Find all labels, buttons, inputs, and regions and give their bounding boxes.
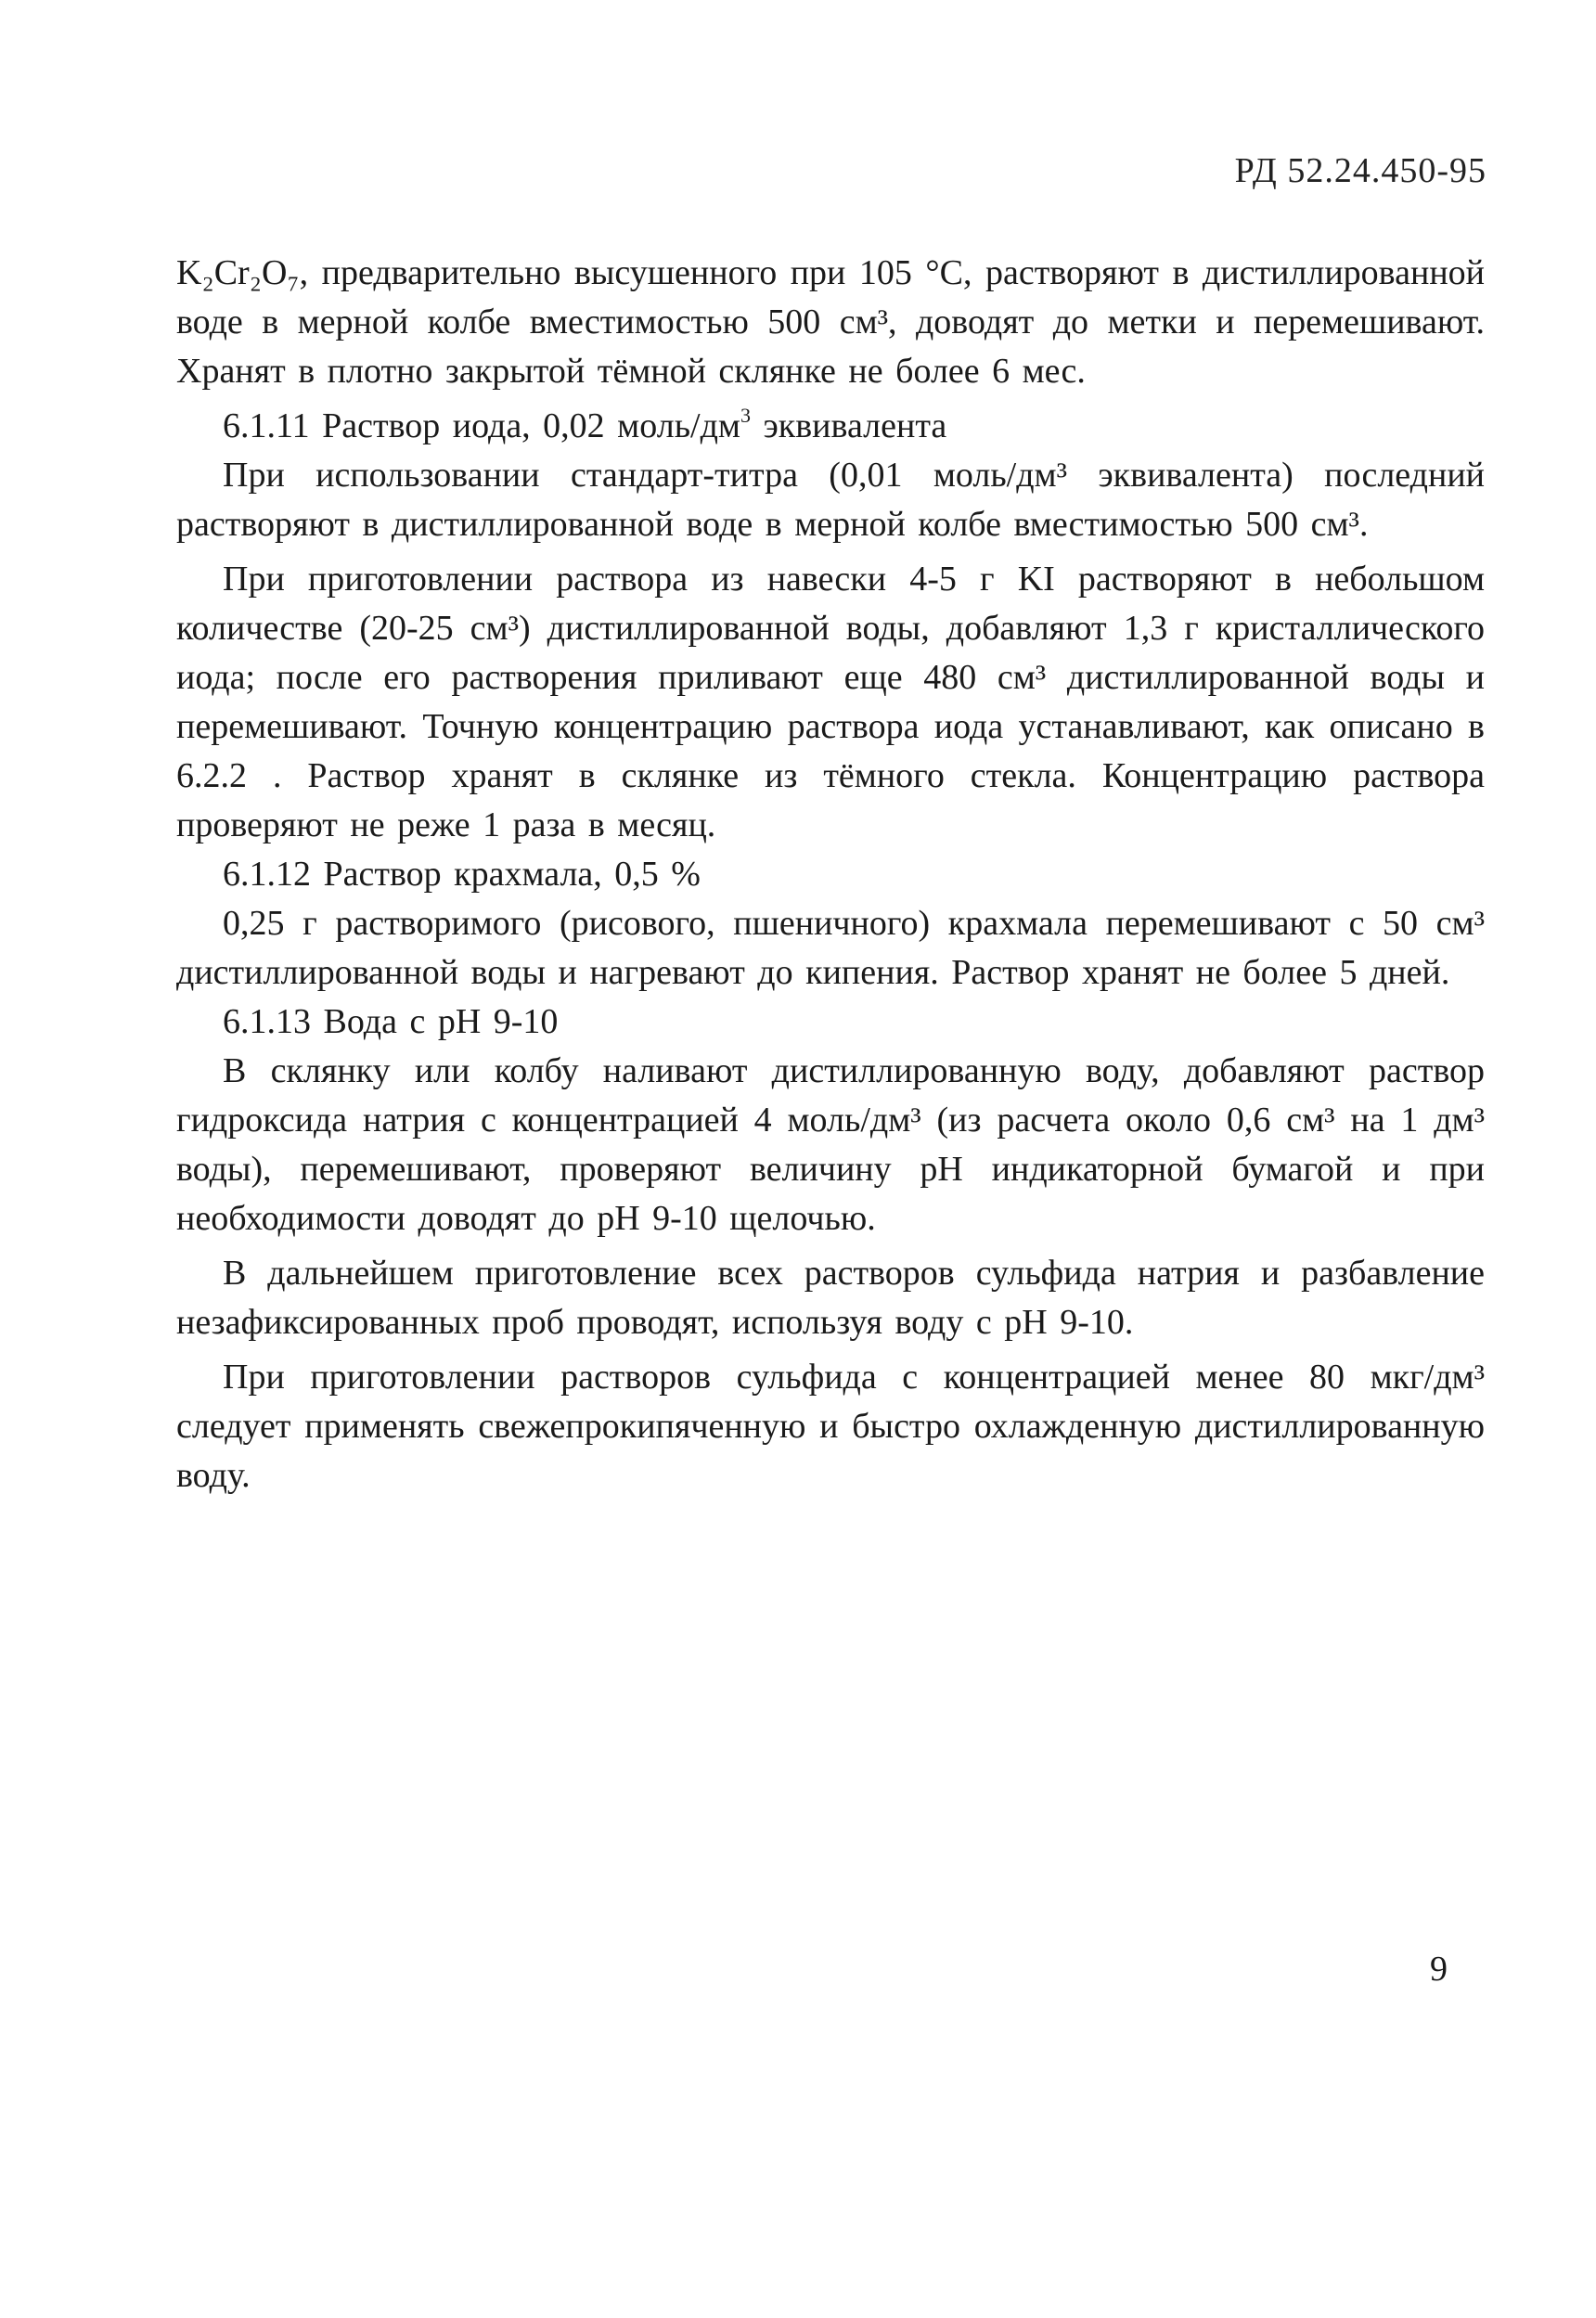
- paragraph-starch-preparation: 0,25 г растворимого (рисового, пшеничного) крахмала перемешивают с 50 см³ дистиллированной воды и нагревают до кипения. Раствор хранят не более 5 дней.: [176, 904, 1485, 992]
- superscript-cube: 3: [740, 404, 751, 427]
- paragraph-alkaline-water: В склянку или колбу наливают дистиллированную воду, добавляют раствор гидроксида натрия с концентрацией 4 моль/дм³ (из расчета около 0,6 см³ на 1 дм³ воды), перемешивают, проверяют величину pH индикаторной бумагой и при необходимости доводят до pH 9-10 щелочью.: [176, 1051, 1485, 1238]
- section-heading-6-1-11: [176, 402, 1485, 451]
- paragraph-further-use: В дальнейшем приготовление всех растворов сульфида натрия и разбавление незафиксированных проб проводят, используя воду с pH 9-10.: [176, 1254, 1485, 1342]
- paragraph-iodine-preparation: При приготовлении раствора из навески 4-5 г KI растворяют в небольшом количестве (20-25 см³) дистиллированной воды, добавляют 1,3 г кристаллического иода; после его растворения приливают еще 480 см³ дистиллированной воды и перемешивают. Точную концентрацию раствора иода устанавливают, как описано в 6.2.2 . Раствор хранят в склянке из тёмного стекла. Концентрацию раствора проверяют не реже 1 раза в месяц.: [176, 560, 1485, 844]
- section-heading-6-1-11-tail: эквивалента: [750, 406, 947, 445]
- paragraph-reagent-storage: K₂Cr₂O₇, предварительно высушенного при 105 °С, растворяют в дистиллированной воде в мерной колбе вместимостью 500 см³, доводят до метки и перемешивают. Хранят в плотно закрытой тёмной склянке не более 6 мес.: [176, 253, 1485, 391]
- paragraph-low-concentration: При приготовлении растворов сульфида с концентрацией менее 80 мкг/дм³ следует применять свежепрокипяченную и быстро охлажденную дистиллированную воду.: [176, 1358, 1485, 1495]
- section-heading-6-1-13: 6.1.13 Вода с pH 9-10: [223, 1002, 559, 1041]
- document-body: [176, 249, 1485, 1500]
- section-heading-6-1-11-text: 6.1.11 Раствор иода, 0,02 моль/дм: [223, 406, 740, 445]
- page-number: 9: [1430, 1950, 1448, 1989]
- document-code-header: РД 52.24.450-95: [1234, 151, 1487, 190]
- section-heading-6-1-12: 6.1.12 Раствор крахмала, 0,5 %: [223, 855, 701, 894]
- paragraph-standard-titre: При использовании стандарт-титра (0,01 моль/дм³ эквивалента) последний растворяют в дистиллированной воде в мерной колбе вместимостью 500 см³.: [176, 456, 1485, 544]
